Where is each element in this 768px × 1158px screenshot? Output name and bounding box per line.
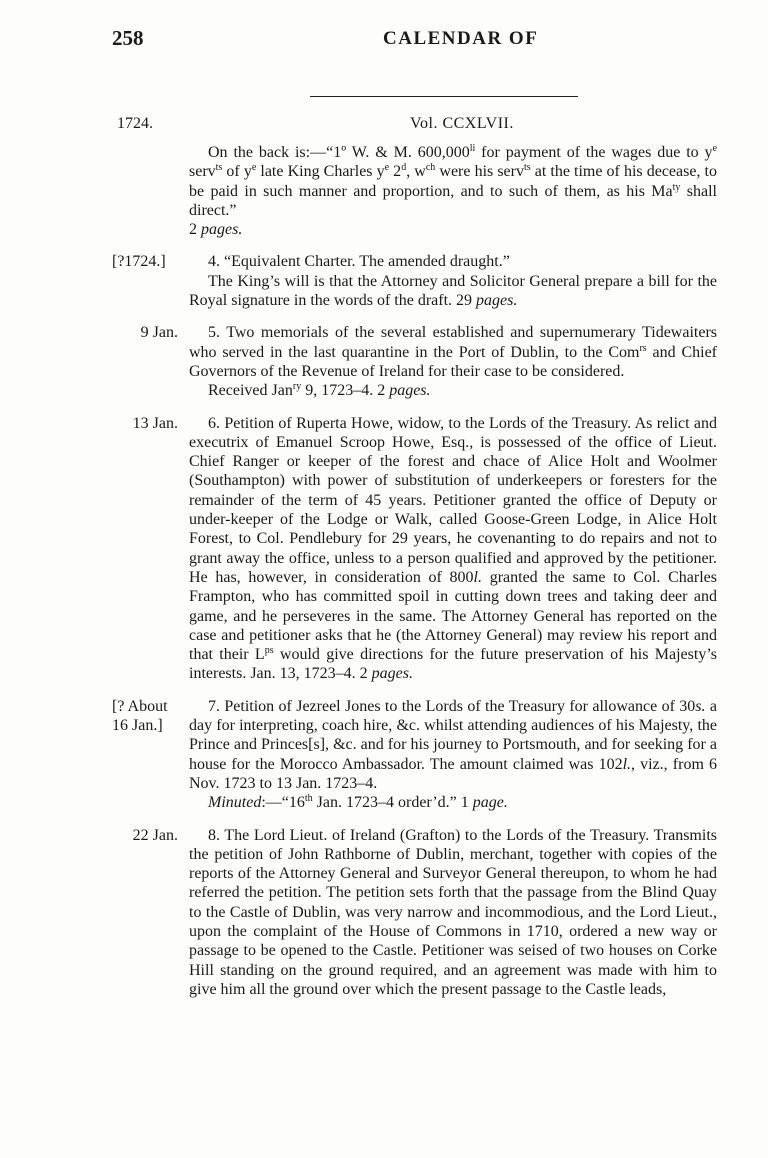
header-rule	[310, 96, 578, 97]
entry-4	[0, 252, 768, 310]
page-header	[0, 26, 768, 56]
entries	[0, 143, 768, 1012]
year-label: 1724.	[117, 115, 153, 132]
entry-date: 9 Jan.	[140, 324, 178, 342]
entry-7	[0, 697, 768, 813]
entry-back-note	[0, 143, 768, 239]
entry-date: 22 Jan.	[132, 826, 178, 844]
entry-date: 13 Jan.	[132, 414, 178, 432]
entry-6	[0, 414, 768, 684]
volume-title: Vol. CCXLVII.	[410, 115, 514, 132]
volume-line	[0, 115, 768, 141]
page-number: 258	[112, 26, 144, 50]
running-title: CALENDAR OF	[383, 28, 539, 49]
entry-text: 7. Petition of Jezreel Jones to the Lords of the Treasury for allowance of 30s. a day for interpreting, coach hire, &c. whilst attending audiences of his Majesty, the Prince and Princes[s], &c. and for his journey to Portsmouth, and for seeking for a house for the Morocco Ambassador. The amount claimed was 102l., viz., from 6 Nov. 1723 to 13 Jan. 1723–4. Minuted:—“16th Jan. 1723–4 order’d.” 1 page.	[189, 697, 718, 812]
entry-date: [?1724.]	[112, 253, 166, 271]
entry-text: 5. Two memorials of the several established and supernumerary Tidewaiters who served in the last quarantine in the Port of Dublin, to the Com$^{rs}$ and Chief Governors of the Revenue of Ireland for their case to be considered. Received Jan$^{ry}$ 9, 1723–4. 2 pages.	[189, 324, 718, 400]
entry-text: 6. Petition of Ruperta Howe, widow, to the Lords of the Treasury. As relict and executrix of Emanuel Scroop Howe, Esq., is possessed of the office of Lieut. Chief Ranger or keeper of the forest and chace of Alice Holt and Woolmer (Southampton) with power of substitution of underkeepers or foresters for the remainder of the term of 45 years. Petitioner granted the office of Deputy or under-keeper of the Lodge or Walk, called Goose-Green Lodge, in Alice Holt Forest, to Col. Pendlebury for 29 years, he covenanting to do repairs and not to grant away the office, unless to a person qualified and approved by the petitioner. He has, however, in consideration of 800l. granted the same to Col. Charles Frampton, who has committed spoil in cutting down trees and taking deer and game, and he perseveres in the same. The Attorney General has reported on the case and petitioner asks that he (the Attorney General) may review his report and that their $L^{ps}$ would give directions for the future preservation of his Majesty’s interests. Jan. 13, 1723–4. 2 pages.	[189, 414, 717, 683]
entry-8	[0, 826, 768, 1000]
entry-5	[0, 323, 768, 400]
entry-text: On the back is:—“1º W. & M. $600,000^{li}$ for payment of the wages due to $y^e$ serv$^{ts}$ of $y^e$ late King Charles $y^e$ 2$^d$, $w^{ch}$ were his serv$^{ts}$ at the time of his decease, to be paid in such manner and proportion, and to such of them, as his $Ma^{ty}$ shall direct.” 2 pages.	[189, 143, 718, 239]
entry-text: 8. The Lord Lieut. of Ireland (Grafton) to the Lords of the Treasury. Transmits the petition of John Rathborne of Dublin, merchant, together with copies of the reports of the Attorney General and Surveyor General thereupon, to whom he had referred the petition. The petition sets forth that the passage from the Blind Quay to the Castle of Dublin, was very narrow and incommodious, and the Lord Lieut., upon the complaint of the House of Commons in 1710, ordered a new way or passage to be opened to the Castle. Petitioner was seised of two houses on Corke Hill standing on the ground required, and an agreement was made with him to give him all the ground over which the present passage to the Castle leads,	[189, 826, 717, 998]
entry-date: [? About 16 Jan.]	[112, 697, 168, 735]
entry-text: 4. “Equivalent Charter. The amended draught.” The King’s will is that the Attorney and Solicitor General prepare a bill for the Royal signature in the words of the draft. 29 pages.	[189, 253, 717, 310]
